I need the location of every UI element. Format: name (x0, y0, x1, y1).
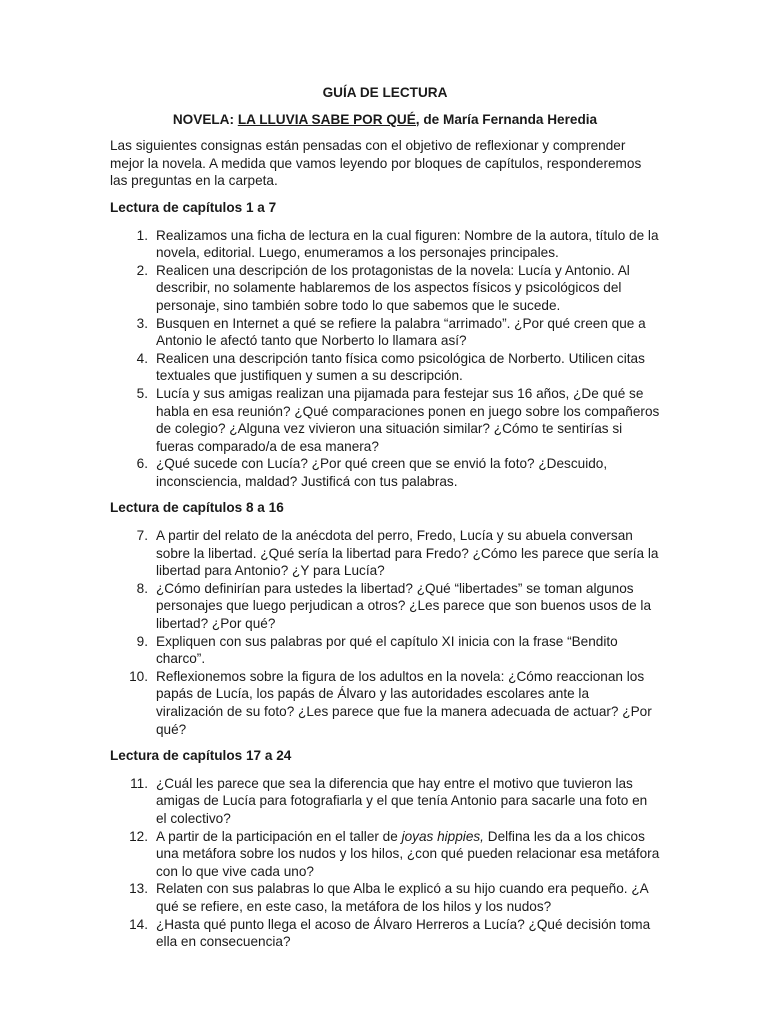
question-item (110, 775, 660, 828)
question-number: 9. (136, 633, 148, 649)
question-text: A partir del relato de la anécdota del perro, Fredo, Lucía y su abuela conversan sobre la libertad. ¿Qué sería la libertad para Fredo? ¿Cómo les parece que sería la libertad para Antonio? ¿Y para Lucía? (156, 528, 659, 579)
question-list-3 (110, 775, 660, 951)
question-item (110, 880, 660, 915)
question-text: Expliquen con sus palabras por qué el capítulo XI inicia con la frase “Bendito charco”. (156, 633, 618, 667)
book-title: LA LLUVIA SABE POR QUÉ, (237, 111, 420, 127)
question-item (110, 828, 660, 881)
question-number: 4. (136, 350, 148, 366)
question-text: ¿Qué sucede con Lucía? ¿Por qué creen que se envió la foto? ¿Descuido, inconsciencia, maldad? Justificá con tus palabras. (156, 456, 608, 489)
question-number: 5. (136, 385, 148, 401)
question-number: 2. (136, 262, 148, 278)
intro-paragraph: Las siguientes consignas están pensadas con el objetivo de reflexionar y comprender mejor la novela. A medida que vamos leyendo por bloques de capítulos, responderemos las preguntas en la carpeta. (110, 138, 642, 189)
question-text: Reflexionemos sobre la figura de los adultos en la novela: ¿Cómo reaccionan los papás de Lucía, los papás de Álvaro y las autoridades escolares ante la viralización de su foto? ¿Les parece que fue la manera adecuada de actuar? ¿Por qué? (156, 668, 652, 737)
question-number: 14. (129, 916, 148, 932)
question-text-end: Delfina les da a los chicos una metáfora sobre los nudos y los hilos, ¿con qué pueden relacionar esa metáfora con lo que vive cada uno? (156, 828, 660, 879)
question-number: 10. (129, 668, 148, 684)
question-item (110, 227, 660, 262)
section-heading-3: Lectura de capítulos 17 a 24 (110, 748, 292, 764)
subtitle-prefix: NOVELA: (172, 111, 238, 127)
question-item (110, 527, 660, 580)
question-text: ¿Cómo definirían para ustedes la libertad? ¿Qué “libertades” se toman algunos personajes que luego perjudican a otros? ¿Les parece que son buenos usos de la libertad? ¿Por qué? (156, 580, 652, 632)
question-text-start: A partir de la participación en el taller de (156, 828, 402, 844)
question-number: 1. (136, 227, 148, 243)
question-text: ¿Hasta qué punto llega el acoso de Álvaro Herreros a Lucía? ¿Qué decisión toma ella en consecuencia? (156, 916, 651, 950)
document-page (110, 84, 660, 960)
question-text: Lucía y sus amigas realizan una pijamada para festejar sus 16 años, ¿De qué se habla en esa reunión? ¿Qué comparaciones ponen en juego sobre los compañeros de colegio? ¿Alguna vez vivieron una situación similar? ¿Cómo te sentirías si fueras comparado/a de esa manera? (156, 385, 660, 454)
question-item (110, 385, 660, 455)
question-number: 8. (136, 580, 148, 596)
section-heading-2: Lectura de capítulos 8 a 16 (110, 500, 284, 516)
question-item (110, 916, 660, 951)
question-item (110, 633, 660, 668)
question-text: Realicen una descripción de los protagonistas de la novela: Lucía y Antonio. Al describir, no solamente hablaremos de los aspectos físicos y psicológicos del personaje, sino también sobre todo lo que sabemos que le sucede. (156, 262, 630, 313)
section-heading-1: Lectura de capítulos 1 a 7 (110, 199, 277, 215)
question-text: Realicen una descripción tanto física como psicológica de Norberto. Utilicen citas textuales que justifiquen y sumen a su descripción. (156, 350, 645, 384)
question-number: 6. (136, 456, 148, 472)
question-item (110, 455, 660, 490)
question-number: 7. (136, 528, 148, 544)
document-title: GUÍA DE LECTURA (322, 85, 448, 100)
question-item (110, 315, 660, 350)
document-subtitle (110, 111, 660, 129)
question-number: 3. (136, 315, 148, 331)
subtitle-author: de María Fernanda Heredia (419, 111, 598, 127)
question-text: ¿Cuál les parece que sea la diferencia que hay entre el motivo que tuvieron las amigas de Lucía para fotografiarla y el que tenía Antonio para sacarle una foto en el colectivo? (156, 775, 648, 826)
question-list-1 (110, 227, 660, 491)
question-number: 11. (130, 775, 148, 791)
question-text: Relaten con sus palabras lo que Alba le explicó a su hijo cuando era pequeño. ¿A qué se refiere, en este caso, la metáfora de los hilos y los nudos? (156, 881, 648, 914)
question-item (110, 350, 660, 385)
question-item (110, 668, 660, 738)
question-item (110, 262, 660, 315)
question-item (110, 580, 660, 633)
question-text: Busquen en Internet a qué se refiere la palabra “arrimado”. ¿Por qué creen que a Antonio le afectó tanto que Norberto lo llamara así? (156, 315, 646, 349)
question-text: Realizamos una ficha de lectura en la cual figuren: Nombre de la autora, título de la novela, editorial. Luego, enumeramos a los personajes principales. (156, 227, 659, 261)
question-list-2 (110, 527, 660, 738)
question-text-italic: joyas hippies, (401, 828, 484, 844)
question-number: 12. (129, 828, 148, 844)
question-text (156, 829, 659, 879)
question-number: 13. (129, 881, 148, 897)
